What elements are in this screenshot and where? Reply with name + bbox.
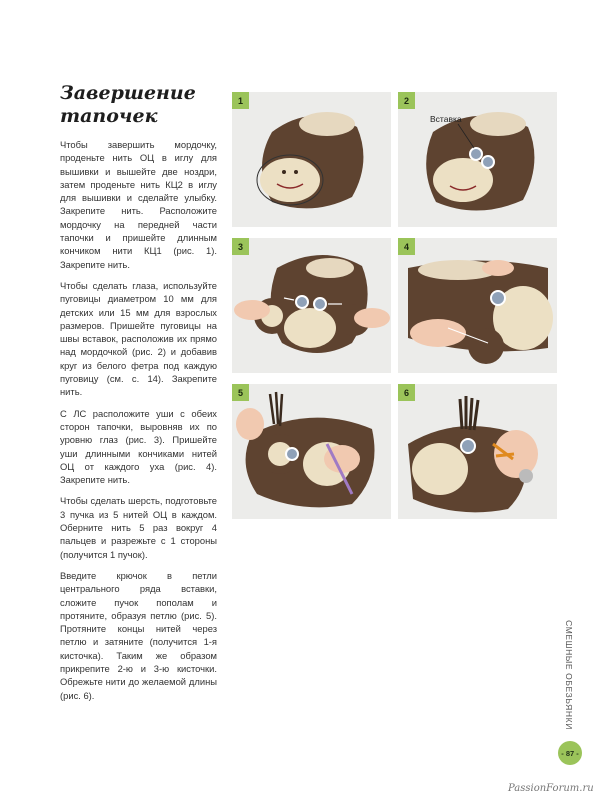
photo-step-1	[232, 92, 391, 227]
side-text: СМЕШНЫЕ ОБЕЗЬЯНКИ	[564, 620, 574, 730]
paragraph: Чтобы завершить мордочку, проденьте нить ОЦ в иглу для вышивки и вышейте две ноздри, затем проденьте нить КЦ2 в иглу для вышивки и сделайте улыбку. Закрепите нить. Расположите мордочку на передней части тапочки и пришейте длинным кончиком нити КЦ1 (рис. 1). Закрепите нить.	[60, 139, 217, 270]
photo-step-5	[232, 384, 391, 519]
page-number-badge: - 87 -	[558, 741, 582, 765]
section-side-label	[562, 600, 576, 750]
slipper-photo-4	[398, 238, 557, 373]
page-title	[60, 82, 196, 128]
step-number-badge: 5	[232, 384, 249, 401]
slipper-photo-6	[398, 384, 557, 519]
step-number-badge: 1	[232, 92, 249, 109]
photo-step-3	[232, 238, 391, 373]
step-number-badge: 2	[398, 92, 415, 109]
slipper-photo-3	[232, 238, 391, 373]
photo-step-2	[398, 92, 557, 227]
paragraph: Чтобы сделать шерсть, подготовьте 3 пучка из 5 нитей ОЦ в каждом. Оберните нить 5 раз вокруг 4 пальцев и разрежьте с 1 стороны (получится 1 пучок).	[60, 495, 217, 560]
paragraph: С ЛС расположите уши с обеих сторон тапочки, выровняв их по уровню глаз (рис. 3). Пришейте уши длинными кончиками нитей ОЦ от каждого уха (рис. 4). Закрепите нить.	[60, 407, 217, 486]
title-line-1: Завершение	[60, 82, 196, 104]
instructions-text	[60, 138, 217, 710]
insert-callout-label: Вставка	[430, 114, 462, 124]
photo-step-4	[398, 238, 557, 373]
slipper-photo-1	[232, 92, 391, 227]
step-number-badge: 4	[398, 238, 415, 255]
paragraph: Чтобы сделать глаза, используйте пуговицы диаметром 10 мм для детских или 15 мм для взрослых размеров. Пришейте пуговицы на швы вставок, расположив их прямо над мордочкой (рис. 2) и добавив круг из белого фетра под каждую пуговицу (см. с. 14). Закрепите нить.	[60, 279, 217, 398]
watermark: PassionForum.ru	[508, 783, 594, 794]
title-line-2: тапочек	[60, 105, 158, 127]
photo-step-6	[398, 384, 557, 519]
step-number-badge: 6	[398, 384, 415, 401]
paragraph: Введите крючок в петли центрального ряда вставки, сложите пучок пополам и протяните, образуя петлю (рис. 5). Протяните концы нитей через петлю и затяните (получится 1-я кисточка). Таким же образом прикрепите 2-ю и 3-ю кисточки. Обрежьте нити до желаемой длины (рис. 6).	[60, 569, 217, 701]
step-number-badge: 3	[232, 238, 249, 255]
slipper-photo-5	[232, 384, 391, 519]
slipper-photo-2	[398, 92, 557, 227]
